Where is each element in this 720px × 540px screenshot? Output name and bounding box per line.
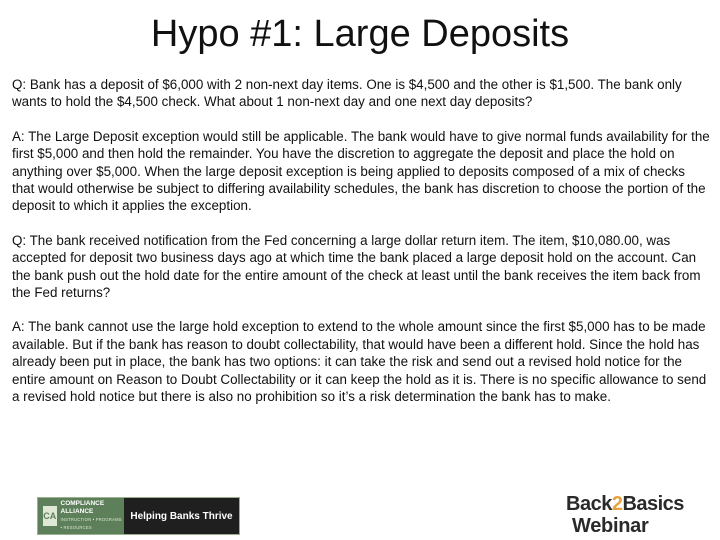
slide-title: Hypo #1: Large Deposits <box>150 13 570 55</box>
b2b-subtitle: Webinar <box>572 515 649 537</box>
question-2: Q: The bank received notification from the Fed concerning a large dollar return item. The item, $10,080.00, was accepted for deposit two business days ago at which time the bank placed a large deposit hold on the account. Can the bank push out the hold date for the entire amount of the check at least until the bank receives the item back from the Fed returns? <box>12 232 701 301</box>
back2basics-webinar-logo <box>566 493 686 537</box>
question-1: Q: Bank has a deposit of $6,000 with 2 non-next day items. One is $4,500 and the other is $1,500. The bank only wants to hold the $4,500 check. What about 1 non-next day and one next day deposits? <box>12 77 682 110</box>
answer-2: A: The bank cannot use the large hold exception to extend to the whole amount since the first $5,000 has to be made available. But if the bank has reason to doubt collectability, that would have been a different hold. Since the hold has already been put in place, the bank has two options: it can take the risk and send out a revised hold notice for the entire amount on Reason to Doubt Collectability or it can keep the hold as it is. There is no specific allowance to send a revised hold notice but there is also no prohibition so it’s a risk determination the bank has to make. <box>12 319 707 405</box>
logo-mark-icon: CA <box>43 506 57 526</box>
b2b-title <box>566 493 686 515</box>
slide-body <box>12 76 710 423</box>
logo-slogan: Helping Banks Thrive <box>124 498 239 534</box>
logo-tagline: INSTRUCTION • PROGRAMS • RESOURCES <box>60 517 122 530</box>
logo-brand-panel <box>38 498 124 534</box>
logo-name-line-1: COMPLIANCE <box>60 500 105 507</box>
logo-name-line-2: ALLIANCE <box>60 508 94 515</box>
slide-footer <box>0 488 720 540</box>
b2b-part-1: Back <box>566 493 612 515</box>
logo-name <box>61 500 124 532</box>
answer-1: A: The Large Deposit exception would still be applicable. The bank would have to give normal funds availability for the first $5,000 and then hold the remainder. You have the discretion to aggregate the deposit and place the hold on anything over $5,000. When the large deposit exception is being applied to deposits composed of a mix of checks that would otherwise be subject to differing availability schedules, the bank has discretion to choose the portion of the deposit to which it applies the exception. <box>12 128 710 214</box>
b2b-part-3: Basics <box>622 493 684 515</box>
compliance-alliance-logo <box>37 497 240 535</box>
b2b-part-2: 2 <box>611 493 623 515</box>
